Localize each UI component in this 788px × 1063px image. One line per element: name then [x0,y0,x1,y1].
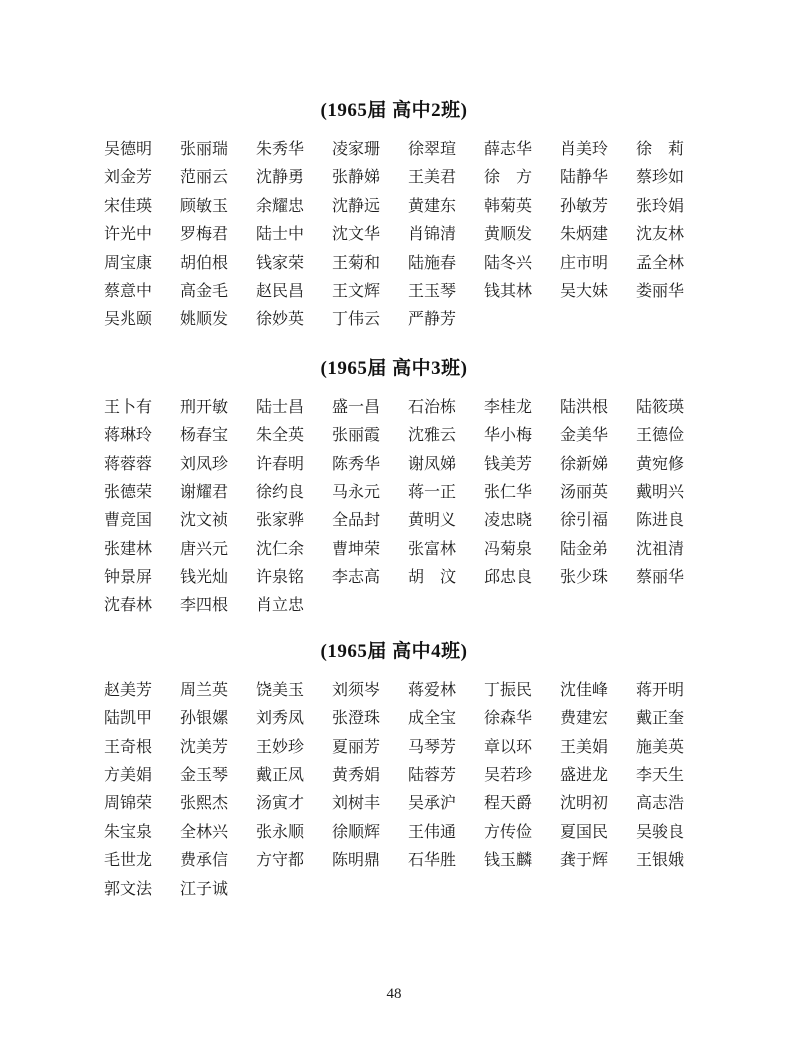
person-name: 毛世龙 [104,852,153,870]
person-name: 许光中 [104,226,153,244]
person-name: 曹坤荣 [332,540,381,558]
person-name: 朱炳建 [560,226,609,244]
person-name: 谢凤娣 [408,455,457,473]
person-name: 张静娣 [332,169,381,187]
person-name: 王玉琴 [408,282,457,300]
person-name: 陆洪根 [560,398,609,416]
person-name: 戴正奎 [636,710,685,728]
person-name: 张德荣 [104,483,153,501]
class-section [0,641,788,904]
person-name: 汤寅才 [256,795,305,813]
person-name: 吴若珍 [484,767,533,785]
person-name: 许泉铭 [256,569,305,587]
person-name: 钱家荣 [256,254,305,272]
person-name: 沈美芳 [180,738,229,756]
person-name: 陈秀华 [332,455,381,473]
person-name: 徐 方 [484,169,533,187]
person-name: 朱秀华 [256,141,305,158]
person-name: 丁伟云 [332,311,381,329]
person-name: 孙银嫘 [180,710,229,728]
person-name: 范丽云 [180,169,229,187]
person-name: 薛志华 [484,141,533,158]
person-name: 娄丽华 [636,282,685,300]
person-name: 张建林 [104,540,153,558]
person-name: 盛进龙 [560,767,609,785]
person-name: 陆冬兴 [484,254,533,272]
person-name: 陆士昌 [256,398,305,416]
person-name: 李四根 [180,597,229,615]
person-name: 钱其林 [484,282,533,300]
person-name: 徐妙英 [256,311,305,329]
person-name: 陆金弟 [560,540,609,558]
person-name: 钱光灿 [180,569,229,587]
person-name: 徐引福 [560,512,609,530]
person-name: 张家骅 [256,512,305,530]
person-name: 徐翠瑄 [408,141,457,158]
person-name: 徐顺辉 [332,823,381,841]
person-name: 程天爵 [484,795,533,813]
person-name: 宋佳瑛 [104,197,153,215]
person-name: 陆静华 [560,169,609,187]
person-name: 刘凤珍 [180,455,229,473]
person-name: 钟景屏 [104,569,153,587]
class-section [0,358,788,621]
person-name: 徐 莉 [636,141,685,158]
person-name: 张永顺 [256,823,305,841]
person-name: 肖立忠 [256,597,305,615]
person-name: 龚于辉 [560,852,609,870]
person-name: 江子诚 [180,880,229,898]
person-name: 方美娟 [104,767,153,785]
person-name: 王菊和 [332,254,381,272]
person-name: 孟全林 [636,254,685,272]
person-name: 戴明兴 [636,483,685,501]
person-name: 王美君 [408,169,457,187]
person-name: 徐森华 [484,710,533,728]
person-name: 黄建东 [408,197,457,215]
person-name: 蔡珍如 [636,169,685,187]
person-name: 沈春林 [104,597,153,615]
person-name: 方传俭 [484,823,533,841]
person-name: 钱玉麟 [484,852,533,870]
person-name: 徐新娣 [560,455,609,473]
person-name: 朱全英 [256,427,305,445]
person-name: 吴兆颐 [104,311,153,329]
person-name: 高志浩 [636,795,685,813]
person-name: 陆士中 [256,226,305,244]
person-name: 高金毛 [180,282,229,300]
person-name: 夏丽芳 [332,738,381,756]
person-name: 蔡丽华 [636,569,685,587]
person-name: 周兰英 [180,681,229,699]
person-name: 成全宝 [408,710,457,728]
person-name: 杨春宝 [180,427,229,445]
person-name: 沈静勇 [256,169,305,187]
person-name: 方守都 [256,852,305,870]
person-name: 沈友林 [636,226,685,244]
person-name: 肖美玲 [560,141,609,158]
person-name: 胡 汶 [408,569,457,587]
person-name: 沈雅云 [408,427,457,445]
person-name: 罗梅君 [180,226,229,244]
person-name: 费承信 [180,852,229,870]
person-name: 严静芳 [408,311,457,329]
person-name: 饶美玉 [256,681,305,699]
person-name: 王卜有 [104,398,153,416]
person-name: 蒋爱林 [408,681,457,699]
person-name: 蒋蓉蓉 [104,455,153,473]
person-name: 吴德明 [104,141,153,158]
person-name: 吴承沪 [408,795,457,813]
person-name: 胡伯根 [180,254,229,272]
person-name: 沈佳峰 [560,681,609,699]
person-name: 朱宝泉 [104,823,153,841]
person-name: 戴正凤 [256,767,305,785]
person-name: 姚顺发 [180,311,229,329]
person-name: 冯菊泉 [484,540,533,558]
person-name: 郭文法 [104,880,153,898]
person-name: 吴大妹 [560,282,609,300]
person-name: 钱美芳 [484,455,533,473]
person-name: 王美娟 [560,738,609,756]
person-name: 施美英 [636,738,685,756]
person-name: 蒋一正 [408,483,457,501]
person-name: 全林兴 [180,823,229,841]
person-name: 石治栋 [408,398,457,416]
person-name: 吴骏良 [636,823,685,841]
person-name: 刑开敏 [180,398,229,416]
class-section [0,100,788,335]
person-name: 徐约良 [256,483,305,501]
person-name: 周锦荣 [104,795,153,813]
person-name: 黄明义 [408,512,457,530]
person-name: 沈明初 [560,795,609,813]
name-grid [104,394,712,621]
person-name: 邱忠良 [484,569,533,587]
person-name: 黄顺发 [484,226,533,244]
person-name: 李桂龙 [484,398,533,416]
person-name: 刘金芳 [104,169,153,187]
person-name: 庄市明 [560,254,609,272]
person-name: 丁振民 [484,681,533,699]
person-name: 王伟通 [408,823,457,841]
person-name: 沈仁余 [256,540,305,558]
person-name: 李天生 [636,767,685,785]
person-name: 李志高 [332,569,381,587]
person-name: 陆施春 [408,254,457,272]
person-name: 陆凯甲 [104,710,153,728]
person-name: 金玉琴 [180,767,229,785]
person-name: 章以环 [484,738,533,756]
person-name: 刘树丰 [332,795,381,813]
person-name: 王奇根 [104,738,153,756]
person-name: 凌家珊 [332,141,381,158]
person-name: 刘秀凤 [256,710,305,728]
person-name: 张澄珠 [332,710,381,728]
person-name: 赵民昌 [256,282,305,300]
name-grid [104,677,712,904]
person-name: 王文辉 [332,282,381,300]
sections-container [0,100,788,904]
person-name: 陈进良 [636,512,685,530]
person-name: 刘须岑 [332,681,381,699]
person-name: 韩菊英 [484,197,533,215]
section-title: (1965届 高中4班) [320,640,468,662]
person-name: 王妙珍 [256,738,305,756]
person-name: 肖锦清 [408,226,457,244]
person-name: 全品封 [332,512,381,530]
person-name: 曹竞国 [104,512,153,530]
page-footer [0,985,788,1003]
person-name: 王德俭 [636,427,685,445]
person-name: 王银娥 [636,852,685,870]
section-title: (1965届 高中3班) [320,357,468,379]
person-name: 马琴芳 [408,738,457,756]
person-name: 张丽霞 [332,427,381,445]
person-name: 张丽瑞 [180,141,229,158]
person-name: 蔡意中 [104,282,153,300]
person-name: 孙敏芳 [560,197,609,215]
person-name: 张熙杰 [180,795,229,813]
person-name: 周宝康 [104,254,153,272]
person-name: 蒋琳玲 [104,427,153,445]
person-name: 陆蓉芳 [408,767,457,785]
person-name: 沈文祯 [180,512,229,530]
person-name: 凌忠晓 [484,512,533,530]
person-name: 蒋开明 [636,681,685,699]
person-name: 许春明 [256,455,305,473]
person-name: 沈静远 [332,197,381,215]
person-name: 陆筱瑛 [636,398,685,416]
person-name: 黄宛修 [636,455,685,473]
person-name: 马永元 [332,483,381,501]
person-name: 唐兴元 [180,540,229,558]
person-name: 黄秀娟 [332,767,381,785]
person-name: 华小梅 [484,427,533,445]
person-name: 顾敏玉 [180,197,229,215]
person-name: 陈明鼎 [332,852,381,870]
person-name: 夏国民 [560,823,609,841]
person-name: 张仁华 [484,483,533,501]
person-name: 张玲娟 [636,197,685,215]
person-name: 张少珠 [560,569,609,587]
page-number: 48 [386,985,402,1002]
person-name: 谢耀君 [180,483,229,501]
person-name: 石华胜 [408,852,457,870]
person-name: 沈祖清 [636,540,685,558]
name-grid [104,136,712,335]
person-name: 余耀忠 [256,197,305,215]
person-name: 赵美芳 [104,681,153,699]
person-name: 沈文华 [332,226,381,244]
person-name: 张富林 [408,540,457,558]
person-name: 费建宏 [560,710,609,728]
person-name: 金美华 [560,427,609,445]
section-title: (1965届 高中2班) [320,100,468,121]
person-name: 汤丽英 [560,483,609,501]
person-name: 盛一昌 [332,398,381,416]
